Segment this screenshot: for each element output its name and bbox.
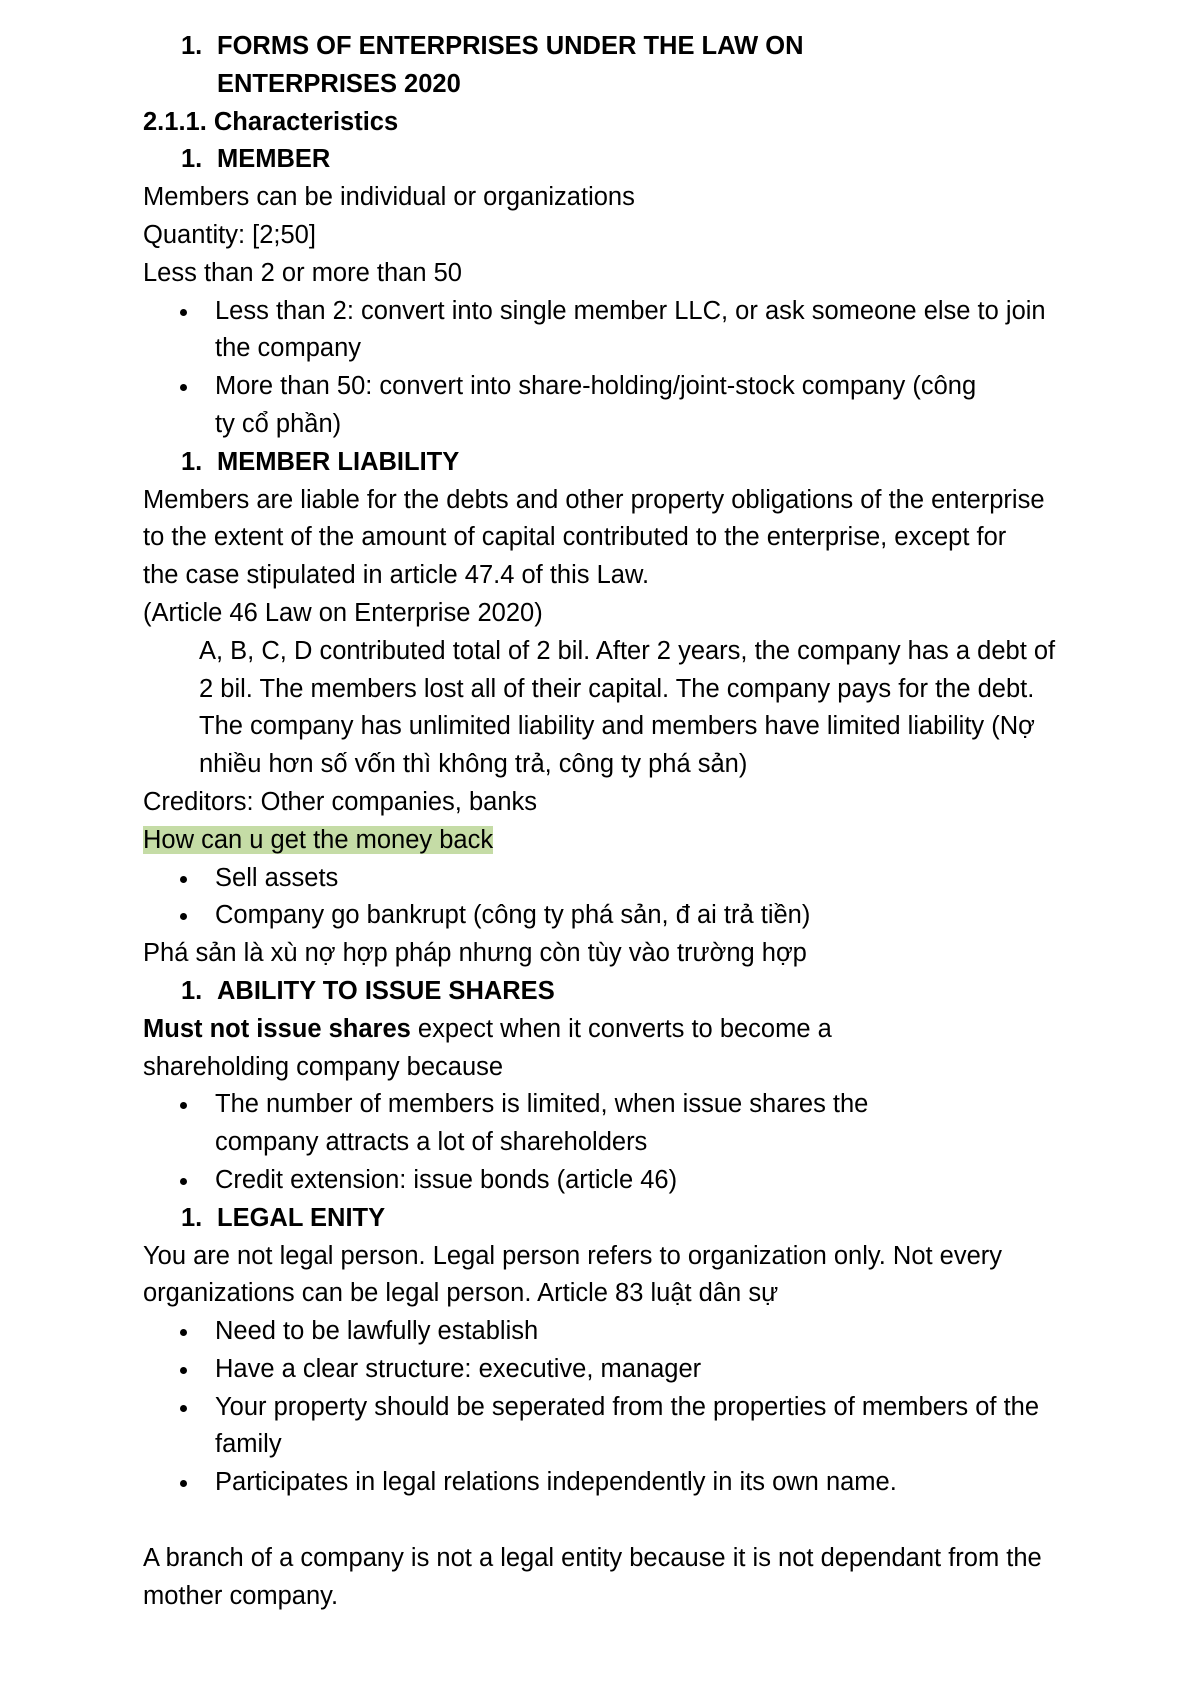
heading-text: LEGAL ENITY [217,1203,386,1232]
heading-number: 1. [181,976,203,1005]
bullet-icon [179,1313,215,1351]
heading-text: MEMBER [217,145,331,174]
section-heading-member [143,141,1103,179]
list-item-text: The number of members is limited, when issue shares the company attracts a lot of shareholders [215,1090,869,1157]
bullet-icon [179,860,215,898]
citation: (Article 46 Law on Enterprise 2020) [143,598,543,627]
list-item [143,1464,1103,1502]
note-line: Phá sản là xù nợ hợp pháp nhưng còn tùy vào trường hợp [143,939,807,968]
heading-number: 1. [181,145,203,174]
bullet-icon [179,897,215,935]
list-item-text: Your property should be seperated from the properties of members of the family [215,1392,1040,1459]
section-heading-issue-shares [143,973,1103,1011]
list-item-text: Credit extension: issue bonds (article 46) [215,1165,678,1194]
list-item-text: Less than 2: convert into single member LLC, or ask someone else to join the company [215,296,1046,363]
paragraph-line: Less than 2 or more than 50 [143,258,462,287]
title-number: 1. [181,32,203,60]
list-item [143,897,1103,935]
list-item-text: Sell assets [215,863,339,892]
example-paragraph: A, B, C, D contributed total of 2 bil. After 2 years, the company has a debt of 2 bil. The members lost all of their capital. The company pays for the debt. The company has unlimited liability and members have limited liability (Nợ nhiều hơn số vốn thì không trả, công ty phá sản) [199,636,1056,779]
list-item-text: Need to be lawfully establish [215,1317,539,1346]
creditors-line: Creditors: Other companies, banks [143,787,538,816]
shares-paragraph [143,1011,943,1087]
list-item [143,1351,1103,1389]
list-item-text: More than 50: convert into share-holding/joint-stock company (công ty cổ phần) [215,372,977,438]
list-item [143,1162,1103,1200]
bullet-icon [179,1351,215,1389]
section-heading-legal-entity [143,1200,1103,1238]
subheading: 2.1.1. Characteristics [143,107,399,136]
heading-number: 1. [181,447,203,476]
bullet-icon [179,368,215,444]
highlight-text: How can u get the money back [143,825,494,854]
list-item-text: Participates in legal relations independently in its own name. [215,1468,897,1497]
heading-number: 1. [181,1203,203,1232]
document-page [143,28,1103,1615]
section-heading-member-liability [143,444,1103,482]
document-title [143,28,1103,104]
list-item-text: Company go bankrupt (công ty phá sản, đ ai trả tiền) [215,901,811,930]
list-item [143,860,1103,898]
list-item-text: Have a clear structure: executive, manager [215,1354,702,1383]
highlighted-question [143,822,1103,860]
bullet-icon [179,293,215,369]
legal-paragraph: You are not legal person. Legal person refers to organization only. Not every organizations can be legal person. Article 83 luật dân sự [143,1241,1003,1308]
list-item [143,1389,1103,1465]
list-item [143,1086,1103,1162]
heading-text: MEMBER LIABILITY [217,447,460,476]
title-text: FORMS OF ENTERPRISES UNDER THE LAW ON ENTERPRISES 2020 [217,32,804,98]
paragraph-line: Quantity: [2;50] [143,220,316,249]
bold-lead: Must not issue shares [143,1014,411,1043]
list-item [143,293,1103,369]
paragraph-rest: expect when it converts to become a shareholding company because [143,1014,832,1081]
paragraph-line: Members can be individual or organizations [143,183,635,212]
list-item [143,368,1103,444]
bullet-icon [179,1162,215,1200]
blank-line [143,1502,1103,1540]
bullet-icon [179,1086,215,1162]
closing-paragraph: A branch of a company is not a legal entity because it is not dependant from the mother company. [143,1543,1042,1610]
list-item [143,1313,1103,1351]
bullet-icon [179,1389,215,1465]
bullet-icon [179,1464,215,1502]
liability-paragraph: Members are liable for the debts and other property obligations of the enterprise to the extent of the amount of capital contributed to the enterprise, except for the case stipulated in article 47.4 of this Law. [143,485,1045,590]
heading-text: ABILITY TO ISSUE SHARES [217,976,555,1005]
